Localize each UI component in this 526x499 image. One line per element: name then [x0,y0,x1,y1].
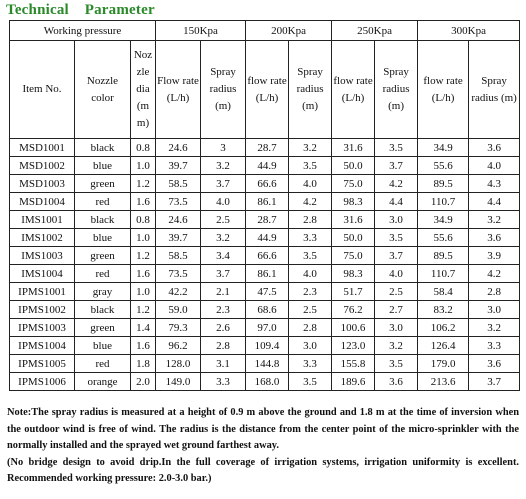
item-no-cell: IMS1004 [10,265,75,283]
nozzle-color-header: Nozzle color [75,41,131,139]
table-row [10,139,520,157]
working-pressure-header: Working pressure [10,21,156,41]
spray-radius-300-cell: 3.6 [469,229,520,247]
item-no-cell: IPMS1006 [10,373,75,391]
table-row [10,355,520,373]
spray-radius-300-cell: 4.2 [469,265,520,283]
spray-radius-300-cell: 4.0 [469,157,520,175]
nozzle-dia-cell: 1.6 [131,193,156,211]
flow-rate-200-cell: 109.4 [246,337,289,355]
spray-radius-250-cell: 3.5 [375,229,418,247]
flow-rate-200-cell: 28.7 [246,139,289,157]
nozzle-color-cell: blue [75,157,131,175]
flow-rate-300-cell: 58.4 [418,283,469,301]
nozzle-color-cell: red [75,355,131,373]
spray-radius-250-cell: 3.7 [375,157,418,175]
spray-radius-300-cell: 2.8 [469,283,520,301]
flow-rate-200-cell: 168.0 [246,373,289,391]
spray-radius-250-cell: 3.0 [375,211,418,229]
flow-rate-150-header: Flow rate (L/h) [156,41,201,139]
flow-rate-200-cell: 97.0 [246,319,289,337]
flow-rate-250-cell: 155.8 [332,355,375,373]
nozzle-dia-cell: 1.4 [131,319,156,337]
table-row [10,373,520,391]
spray-radius-300-cell: 3.6 [469,139,520,157]
nozzle-color-cell: black [75,211,131,229]
spray-radius-150-cell: 2.5 [201,211,246,229]
pressure-header-200: 200Kpa [246,21,332,41]
flow-rate-300-cell: 106.2 [418,319,469,337]
flow-rate-150-cell: 96.2 [156,337,201,355]
flow-rate-250-cell: 100.6 [332,319,375,337]
table-row [10,319,520,337]
spray-radius-150-cell: 3.7 [201,265,246,283]
nozzle-dia-cell: 1.2 [131,301,156,319]
spray-radius-250-cell: 3.2 [375,337,418,355]
spray-radius-150-cell: 3.4 [201,247,246,265]
section-heading: Technical Parameter [6,2,155,18]
nozzle-dia-cell: 1.0 [131,157,156,175]
nozzle-color-cell: green [75,319,131,337]
spray-radius-150-cell: 3.7 [201,175,246,193]
flow-rate-250-cell: 98.3 [332,193,375,211]
spray-radius-200-header: Spray radius (m) [289,41,332,139]
spray-radius-150-cell: 3.3 [201,373,246,391]
nozzle-dia-cell: 1.8 [131,355,156,373]
item-no-cell: IMS1002 [10,229,75,247]
spray-radius-200-cell: 3.3 [289,355,332,373]
flow-rate-250-cell: 123.0 [332,337,375,355]
spray-radius-150-cell: 3.1 [201,355,246,373]
table-row [10,265,520,283]
flow-rate-150-cell: 73.5 [156,265,201,283]
flow-rate-150-cell: 79.3 [156,319,201,337]
flow-rate-300-cell: 89.5 [418,175,469,193]
spray-radius-200-cell: 3.5 [289,157,332,175]
flow-rate-300-cell: 55.6 [418,229,469,247]
spray-radius-200-cell: 2.8 [289,211,332,229]
flow-rate-250-cell: 76.2 [332,301,375,319]
flow-rate-250-cell: 75.0 [332,175,375,193]
table-row [10,283,520,301]
flow-rate-250-cell: 98.3 [332,265,375,283]
item-no-cell: MSD1002 [10,157,75,175]
flow-rate-250-cell: 189.6 [332,373,375,391]
pressure-header-250: 250Kpa [332,21,418,41]
item-no-cell: MSD1004 [10,193,75,211]
item-no-cell: IPMS1004 [10,337,75,355]
spray-radius-250-cell: 3.5 [375,355,418,373]
item-no-cell: IMS1001 [10,211,75,229]
note-design: (No bridge design to avoid drip.In the full coverage of irrigation systems, irrigation uniformity is excellent. Recommended working pressure: 2.0-3.0 bar.) [7,456,519,484]
table-row [10,157,520,175]
table-row [10,247,520,265]
spray-radius-150-cell: 3 [201,139,246,157]
flow-rate-200-cell: 86.1 [246,193,289,211]
flow-rate-150-cell: 59.0 [156,301,201,319]
nozzle-color-cell: red [75,193,131,211]
flow-rate-150-cell: 24.6 [156,139,201,157]
nozzle-color-cell: green [75,175,131,193]
pressure-header-300: 300Kpa [418,21,520,41]
spray-radius-300-cell: 3.2 [469,211,520,229]
flow-rate-150-cell: 128.0 [156,355,201,373]
nozzle-color-cell: blue [75,229,131,247]
spray-radius-150-cell: 4.0 [201,193,246,211]
table-row [10,337,520,355]
nozzle-dia-cell: 1.0 [131,229,156,247]
nozzle-dia-header: Noz zle dia (m m) [131,41,156,139]
flow-rate-250-cell: 51.7 [332,283,375,301]
flow-rate-300-cell: 34.9 [418,139,469,157]
spray-radius-300-cell: 4.4 [469,193,520,211]
flow-rate-200-cell: 66.6 [246,247,289,265]
flow-rate-150-cell: 149.0 [156,373,201,391]
item-no-cell: IPMS1002 [10,301,75,319]
item-no-cell: MSD1003 [10,175,75,193]
flow-rate-200-cell: 66.6 [246,175,289,193]
spray-radius-200-cell: 3.2 [289,139,332,157]
note-measurement: Note:The spray radius is measured at a height of 0.9 m above the ground and 1.8 m at the time of inversion when the outdoor wind is free of wind. The radius is the distance from the center point of the micro-sprinkler with the normally installed and the sprayed wet ground farthest away. [7,407,519,451]
column-header-row [10,41,520,139]
spray-radius-250-cell: 3.5 [375,139,418,157]
spray-radius-250-cell: 3.7 [375,247,418,265]
spray-radius-250-header: Spray radius (m) [375,41,418,139]
flow-rate-300-header: flow rate (L/h) [418,41,469,139]
parameter-table [9,20,520,391]
spray-radius-300-cell: 3.9 [469,247,520,265]
nozzle-dia-cell: 0.8 [131,211,156,229]
nozzle-color-cell: blue [75,337,131,355]
flow-rate-250-header: flow rate (L/h) [332,41,375,139]
flow-rate-300-cell: 126.4 [418,337,469,355]
flow-rate-200-cell: 86.1 [246,265,289,283]
spray-radius-200-cell: 3.3 [289,229,332,247]
table-row [10,229,520,247]
table-row [10,211,520,229]
spray-radius-300-cell: 3.3 [469,337,520,355]
flow-rate-200-cell: 28.7 [246,211,289,229]
flow-rate-300-cell: 213.6 [418,373,469,391]
nozzle-dia-cell: 1.2 [131,247,156,265]
spray-radius-200-cell: 3.5 [289,247,332,265]
nozzle-dia-cell: 0.8 [131,139,156,157]
nozzle-color-cell: gray [75,283,131,301]
spray-radius-250-cell: 4.2 [375,175,418,193]
spray-radius-300-cell: 3.0 [469,301,520,319]
spray-radius-300-header: Spray radius (m) [469,41,520,139]
flow-rate-150-cell: 73.5 [156,193,201,211]
spray-radius-250-cell: 4.0 [375,265,418,283]
item-no-header: Item No. [10,41,75,139]
flow-rate-250-cell: 50.0 [332,157,375,175]
spray-radius-300-cell: 4.3 [469,175,520,193]
spray-radius-200-cell: 3.0 [289,337,332,355]
flow-rate-150-cell: 39.7 [156,157,201,175]
spray-radius-150-header: Spray radius (m) [201,41,246,139]
spray-radius-250-cell: 3.6 [375,373,418,391]
spray-radius-200-cell: 2.8 [289,319,332,337]
flow-rate-300-cell: 110.7 [418,193,469,211]
spray-radius-250-cell: 4.4 [375,193,418,211]
flow-rate-150-cell: 24.6 [156,211,201,229]
table-row [10,193,520,211]
footnote [7,405,519,488]
flow-rate-300-cell: 179.0 [418,355,469,373]
flow-rate-200-cell: 144.8 [246,355,289,373]
flow-rate-300-cell: 89.5 [418,247,469,265]
spray-radius-150-cell: 3.2 [201,229,246,247]
spray-radius-200-cell: 3.5 [289,373,332,391]
nozzle-dia-cell: 1.0 [131,283,156,301]
nozzle-color-cell: black [75,301,131,319]
spray-radius-150-cell: 2.8 [201,337,246,355]
nozzle-color-cell: orange [75,373,131,391]
spray-radius-200-cell: 2.3 [289,283,332,301]
flow-rate-300-cell: 83.2 [418,301,469,319]
item-no-cell: IPMS1001 [10,283,75,301]
item-no-cell: IMS1003 [10,247,75,265]
spray-radius-250-cell: 2.7 [375,301,418,319]
nozzle-color-cell: green [75,247,131,265]
nozzle-dia-cell: 2.0 [131,373,156,391]
item-no-cell: IPMS1003 [10,319,75,337]
spray-radius-150-cell: 3.2 [201,157,246,175]
nozzle-dia-cell: 1.6 [131,337,156,355]
nozzle-dia-cell: 1.2 [131,175,156,193]
flow-rate-200-cell: 68.6 [246,301,289,319]
spray-radius-250-cell: 3.0 [375,319,418,337]
item-no-cell: MSD1001 [10,139,75,157]
spray-radius-200-cell: 4.2 [289,193,332,211]
flow-rate-150-cell: 58.5 [156,175,201,193]
spray-radius-300-cell: 3.7 [469,373,520,391]
nozzle-dia-cell: 1.6 [131,265,156,283]
item-no-cell: IPMS1005 [10,355,75,373]
spray-radius-200-cell: 4.0 [289,265,332,283]
table-row [10,175,520,193]
spray-radius-200-cell: 4.0 [289,175,332,193]
pressure-header-150: 150Kpa [156,21,246,41]
flow-rate-150-cell: 39.7 [156,229,201,247]
flow-rate-200-cell: 44.9 [246,229,289,247]
flow-rate-200-header: flow rate (L/h) [246,41,289,139]
flow-rate-200-cell: 44.9 [246,157,289,175]
flow-rate-250-cell: 31.6 [332,211,375,229]
flow-rate-150-cell: 42.2 [156,283,201,301]
flow-rate-300-cell: 110.7 [418,265,469,283]
spray-radius-150-cell: 2.6 [201,319,246,337]
flow-rate-250-cell: 75.0 [332,247,375,265]
nozzle-color-cell: black [75,139,131,157]
pressure-header-row [10,21,520,41]
spray-radius-150-cell: 2.3 [201,301,246,319]
flow-rate-300-cell: 55.6 [418,157,469,175]
table-row [10,301,520,319]
flow-rate-250-cell: 50.0 [332,229,375,247]
flow-rate-200-cell: 47.5 [246,283,289,301]
spray-radius-150-cell: 2.1 [201,283,246,301]
flow-rate-300-cell: 34.9 [418,211,469,229]
flow-rate-250-cell: 31.6 [332,139,375,157]
spray-radius-250-cell: 2.5 [375,283,418,301]
flow-rate-150-cell: 58.5 [156,247,201,265]
spray-radius-300-cell: 3.2 [469,319,520,337]
spray-radius-200-cell: 2.5 [289,301,332,319]
spray-radius-300-cell: 3.6 [469,355,520,373]
nozzle-color-cell: red [75,265,131,283]
